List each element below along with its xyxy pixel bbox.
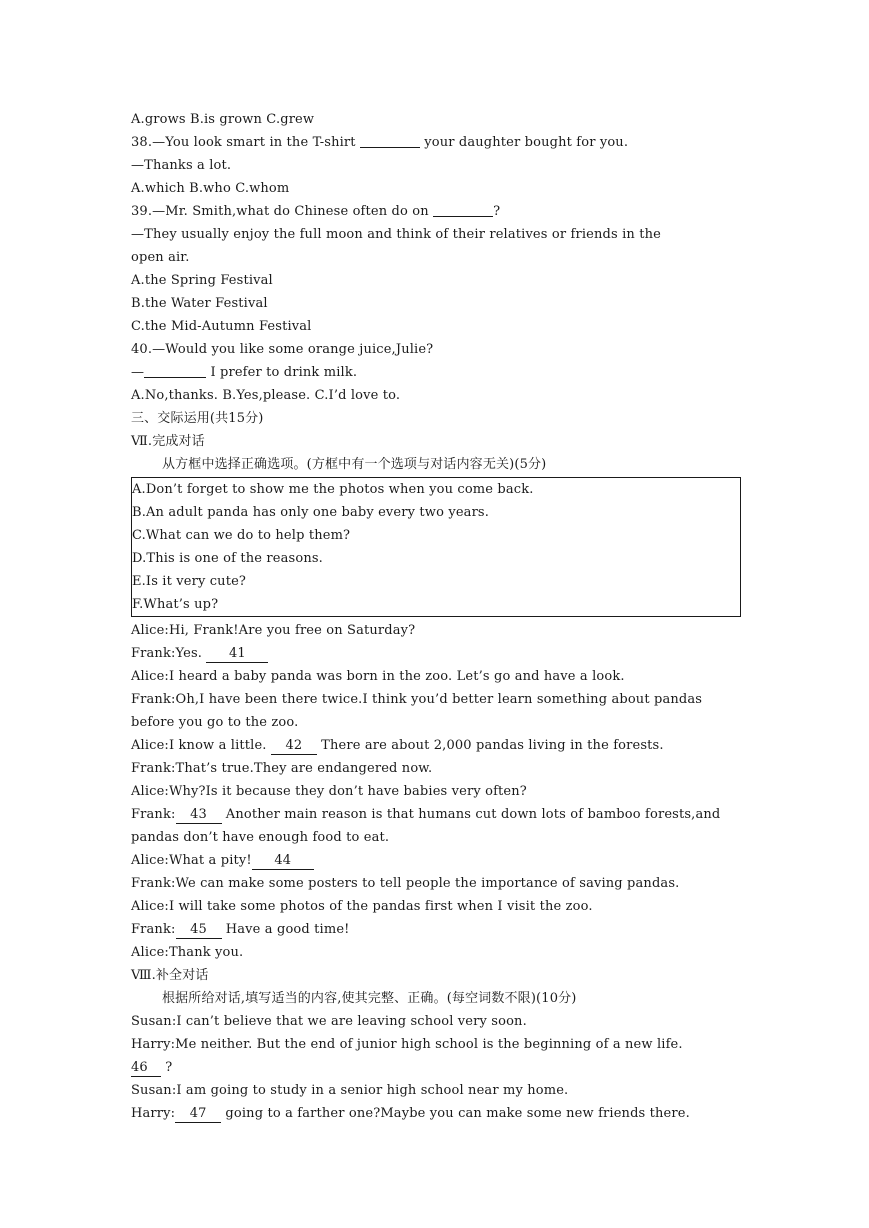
q38-prompt	[131, 131, 741, 154]
q38-reply: —Thanks a lot.	[131, 158, 232, 173]
blank-44[interactable]: 44	[252, 853, 314, 870]
dialogue-line-15: Alice:Thank you.	[131, 945, 244, 960]
dialogue-line-9-pre: Frank:	[131, 807, 176, 822]
q40-reply-after: I prefer to drink milk.	[206, 365, 358, 380]
box-option-a: A.Don’t forget to show me the photos when you come back.	[132, 482, 534, 497]
q39-option-a: A.the Spring Festival	[131, 273, 273, 288]
q39-prompt-after: ?	[493, 204, 501, 219]
dialogue-line-5: before you go to the zoo.	[131, 715, 299, 730]
q38-options: A.which B.who C.whom	[131, 181, 290, 196]
dialogue-line-14	[131, 918, 741, 941]
section8-title: Ⅷ.补全对话	[131, 968, 209, 983]
dialogue-line-1: Alice:Hi, Frank!Are you free on Saturday?	[131, 623, 416, 638]
box-option-c: C.What can we do to help them?	[132, 528, 351, 543]
dialogue-line-6	[131, 734, 741, 757]
exam-page	[131, 108, 741, 1125]
options-box	[131, 477, 741, 617]
box-option-e: E.Is it very cute?	[132, 574, 247, 589]
dialogue-line-2-text: Frank:Yes.	[131, 646, 207, 661]
dialogue-line-14-post: Have a good time!	[221, 922, 350, 937]
dialogue-line-2	[131, 642, 741, 665]
blank-47[interactable]: 47	[175, 1106, 221, 1123]
section3-title: 三、交际运用(共15分)	[131, 411, 264, 426]
dialogue-line-14-pre: Frank:	[131, 922, 176, 937]
section8-line-4: Susan:I am going to study in a senior high school near my home.	[131, 1083, 569, 1098]
box-option-b: B.An adult panda has only one baby every two years.	[132, 505, 490, 520]
dialogue-line-9-post: Another main reason is that humans cut down lots of bamboo forests,and	[221, 807, 721, 822]
q40-blank[interactable]	[144, 363, 206, 378]
q38-prompt-before: 38.—You look smart in the T-shirt	[131, 135, 360, 150]
q39-prompt-before: 39.—Mr. Smith,what do Chinese often do on	[131, 204, 434, 219]
box-option-f: F.What’s up?	[132, 597, 219, 612]
dialogue-line-4: Frank:Oh,I have been there twice.I think you’d better learn something about pandas	[131, 692, 703, 707]
q39-option-c: C.the Mid-Autumn Festival	[131, 319, 312, 334]
dialogue-line-6-pre: Alice:I know a little.	[131, 738, 271, 753]
q38-blank[interactable]	[360, 133, 420, 148]
q39-blank[interactable]	[433, 202, 493, 217]
q40-prompt: 40.—Would you like some orange juice,Julie?	[131, 342, 434, 357]
dialogue-line-9	[131, 803, 741, 826]
dialogue-line-8: Alice:Why?Is it because they don’t have babies very often?	[131, 784, 527, 799]
section7-title: Ⅶ.完成对话	[131, 434, 205, 449]
q37-options: A.grows B.is grown C.grew	[131, 112, 315, 127]
q40-reply	[131, 361, 741, 384]
section8-instruction: 根据所给对话,填写适当的内容,使其完整、正确。(每空词数不限)(10分)	[162, 991, 577, 1006]
dialogue-line-13: Alice:I will take some photos of the pandas first when I visit the zoo.	[131, 899, 593, 914]
q39-prompt	[131, 200, 741, 223]
blank-42[interactable]: 42	[271, 738, 317, 755]
q39-option-b: B.the Water Festival	[131, 296, 268, 311]
blank-43[interactable]: 43	[176, 807, 222, 824]
dialogue-line-12: Frank:We can make some posters to tell people the importance of saving pandas.	[131, 876, 680, 891]
section8-line-5	[131, 1102, 741, 1125]
q40-reply-dash: —	[131, 365, 145, 380]
q40-options: A.No,thanks. B.Yes,please. C.I’d love to.	[131, 388, 401, 403]
section8-line-3	[131, 1056, 741, 1079]
dialogue-line-11	[131, 849, 741, 872]
box-option-d: D.This is one of the reasons.	[132, 551, 323, 566]
dialogue-line-10: pandas don’t have enough food to eat.	[131, 830, 390, 845]
blank-41[interactable]: 41	[206, 646, 268, 663]
dialogue-line-7: Frank:That’s true.They are endangered now.	[131, 761, 433, 776]
dialogue-line-3: Alice:I heard a baby panda was born in the zoo. Let’s go and have a look.	[131, 669, 625, 684]
section8-line-1: Susan:I can’t believe that we are leaving school very soon.	[131, 1014, 527, 1029]
section8-line-3-post: ?	[161, 1060, 173, 1075]
section8-line-5-pre: Harry:	[131, 1106, 176, 1121]
q39-reply-line2: open air.	[131, 250, 190, 265]
section8-line-5-post: going to a farther one?Maybe you can make some new friends there.	[221, 1106, 690, 1121]
dialogue-line-6-post: There are about 2,000 pandas living in the forests.	[316, 738, 664, 753]
dialogue-line-11-pre: Alice:What a pity!	[131, 853, 252, 868]
blank-45[interactable]: 45	[176, 922, 222, 939]
q39-reply-line1: —They usually enjoy the full moon and think of their relatives or friends in the	[131, 227, 661, 242]
q38-prompt-after: your daughter bought for you.	[419, 135, 629, 150]
section8-line-2: Harry:Me neither. But the end of junior high school is the beginning of a new life.	[131, 1037, 683, 1052]
section7-instruction: 从方框中选择正确选项。(方框中有一个选项与对话内容无关)(5分)	[162, 457, 547, 472]
blank-46[interactable]: 46	[131, 1060, 161, 1077]
